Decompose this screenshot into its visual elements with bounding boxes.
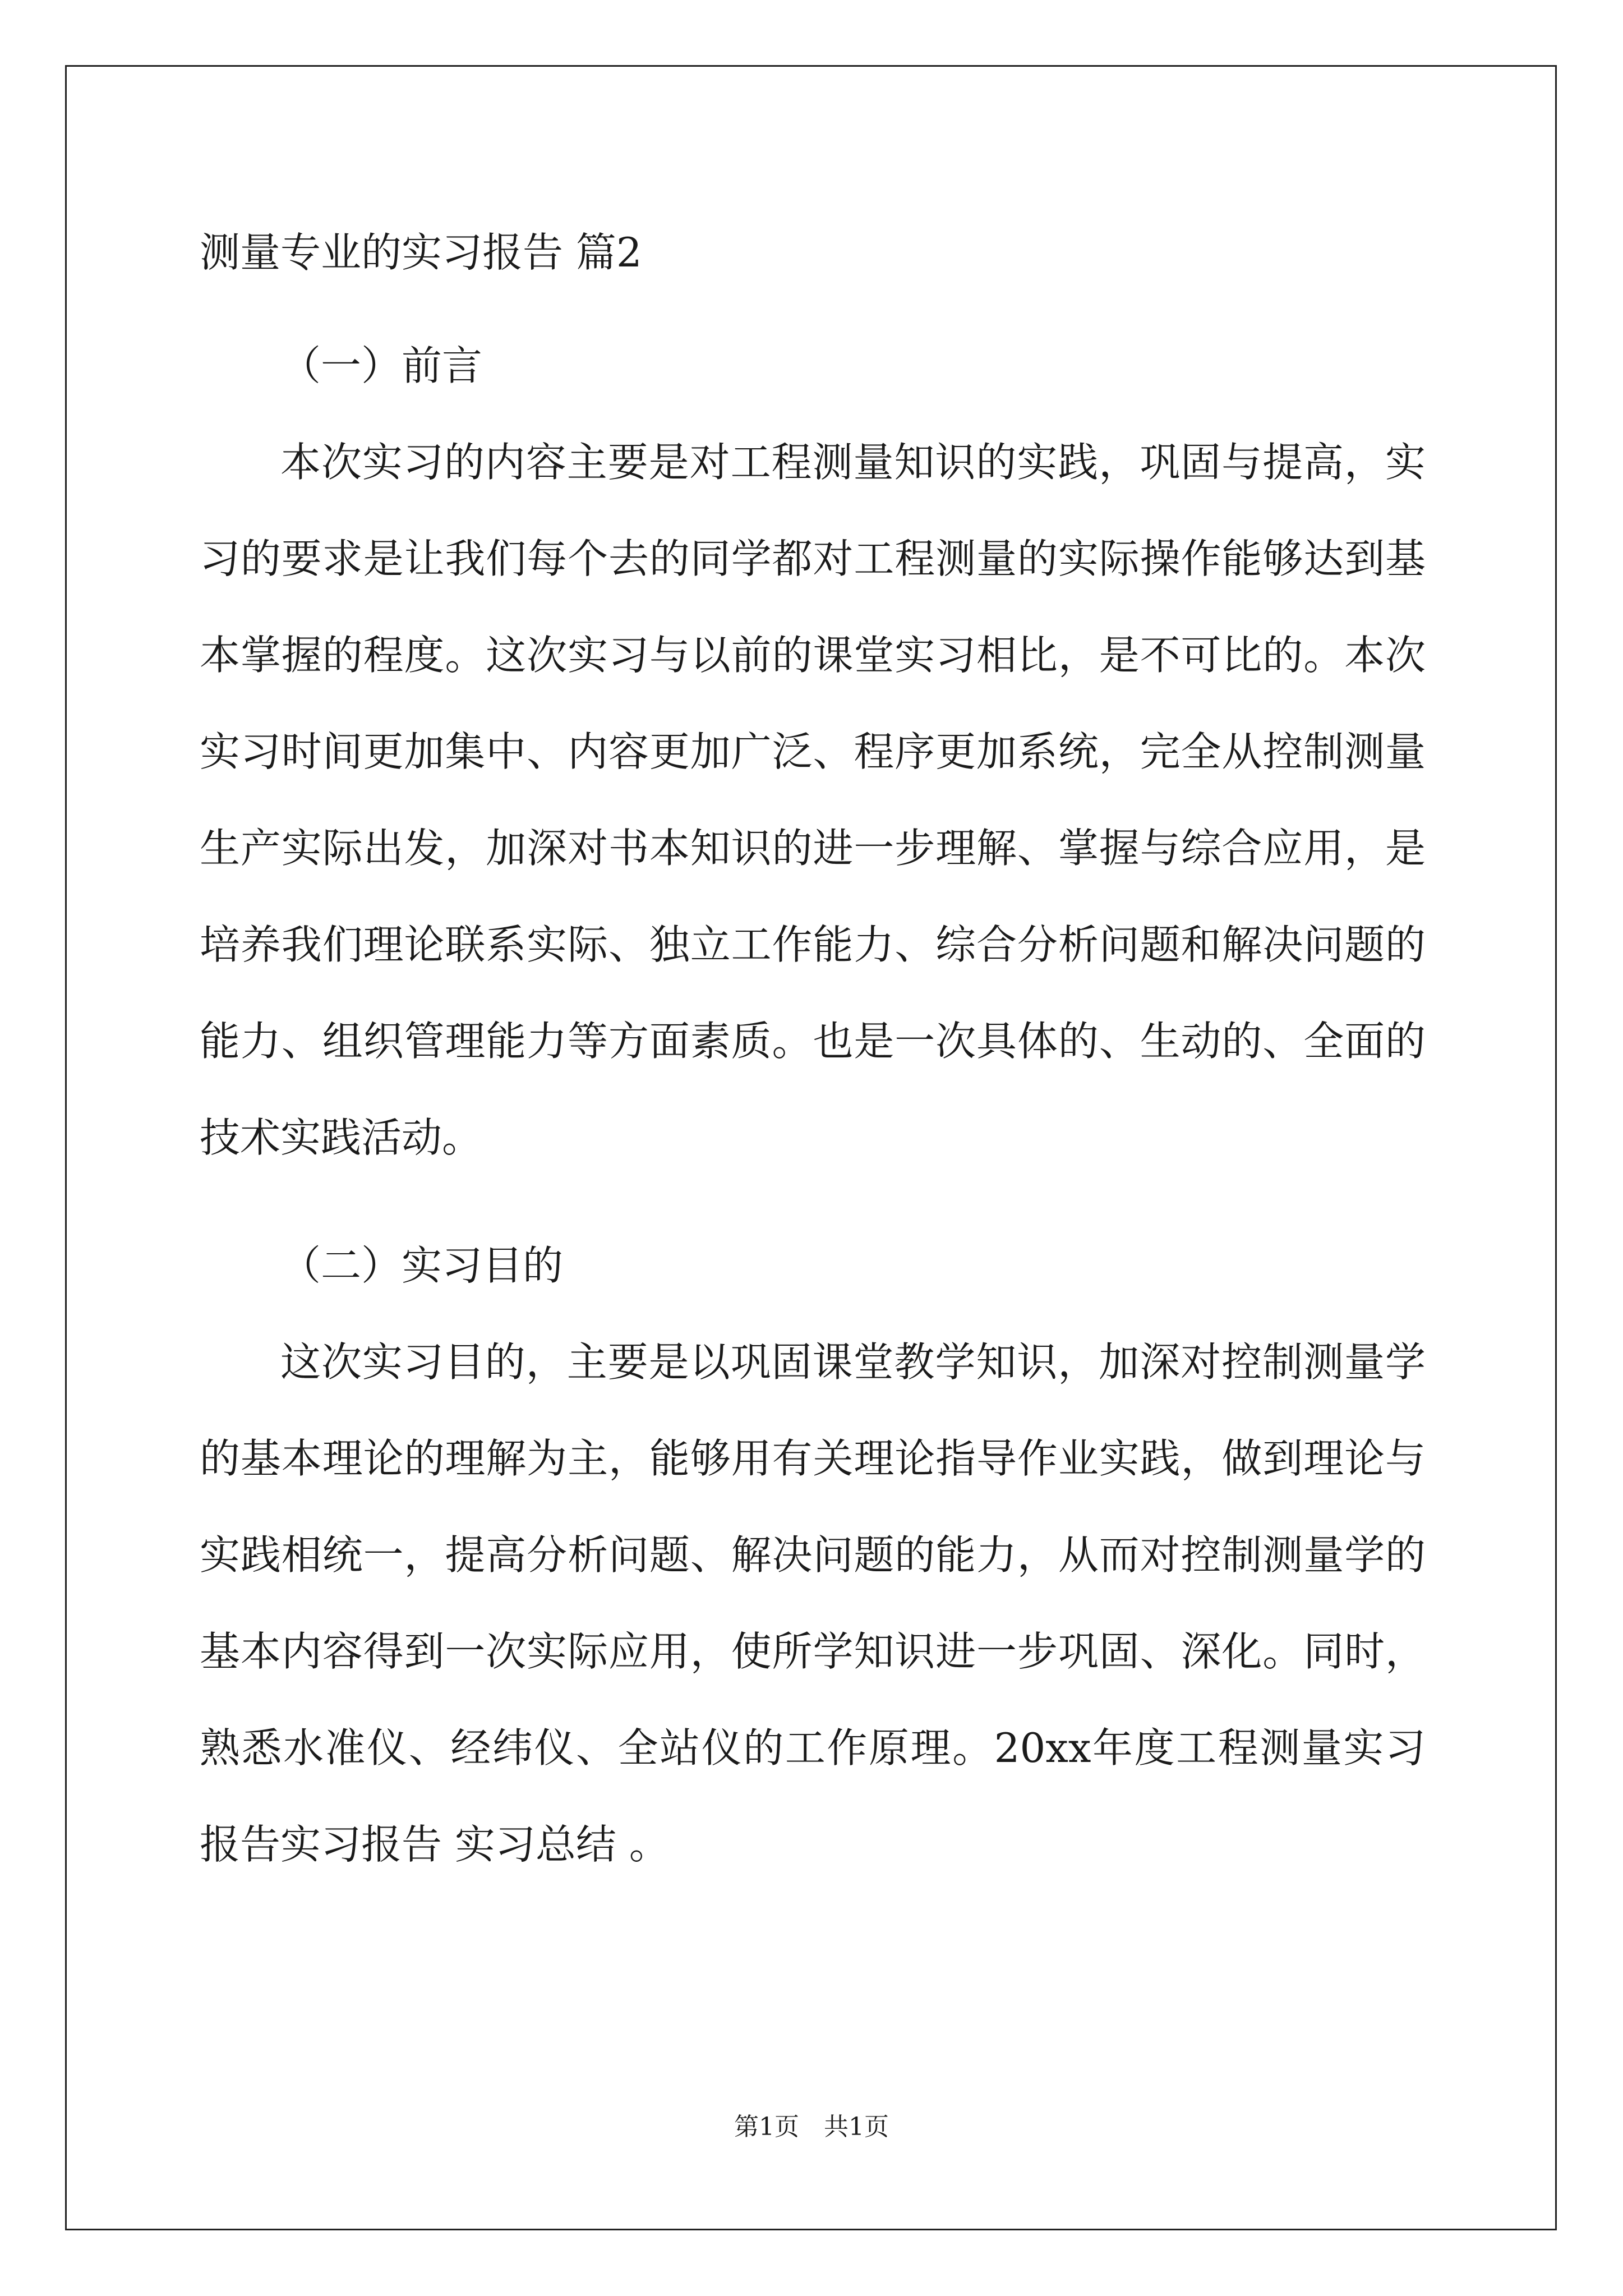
- section-heading-preface: （一）前言: [280, 342, 483, 389]
- page-footer: 第1页 共1页: [734, 2113, 889, 2141]
- section-heading-purpose: （二）实习目的: [280, 1242, 564, 1289]
- paragraph-preface: 本次实习的内容主要是对工程测量知识的实践，巩固与提高，实习的要求是让我们每个去的同学都对工程测量的实际操作能够达到基本掌握的程度。这次实习与以前的课堂实习相比，是不可比的。本次实习时间更加集中、内容更加广泛、程序更加系统，完全从控制测量生产实际出发，加深对书本知识的进一步理解、掌握与综合应用，是培养我们理论联系实际、独立工作能力、综合分析问题和解决问题的能力、组织管理能力等方面素质。也是一次具体的、生动的、全面的技术实践活动。: [200, 439, 1426, 1161]
- paragraph-purpose: 这次实习目的，主要是以巩固课堂教学知识，加深对控制测量学的基本理论的理解为主，能够用有关理论指导作业实践，做到理论与实践相统一，提高分析问题、解决问题的能力，从而对控制测量学的基本内容得到一次实际应用，使所学知识进一步巩固、深化。同时，熟悉水准仪、经纬仪、全站仪的工作原理。20xx年度工程测量实习报告实习报告 实习总结 。: [200, 1338, 1426, 1868]
- document-title: 测量专业的实习报告 篇2: [200, 229, 642, 276]
- document-body: [200, 219, 1426, 1893]
